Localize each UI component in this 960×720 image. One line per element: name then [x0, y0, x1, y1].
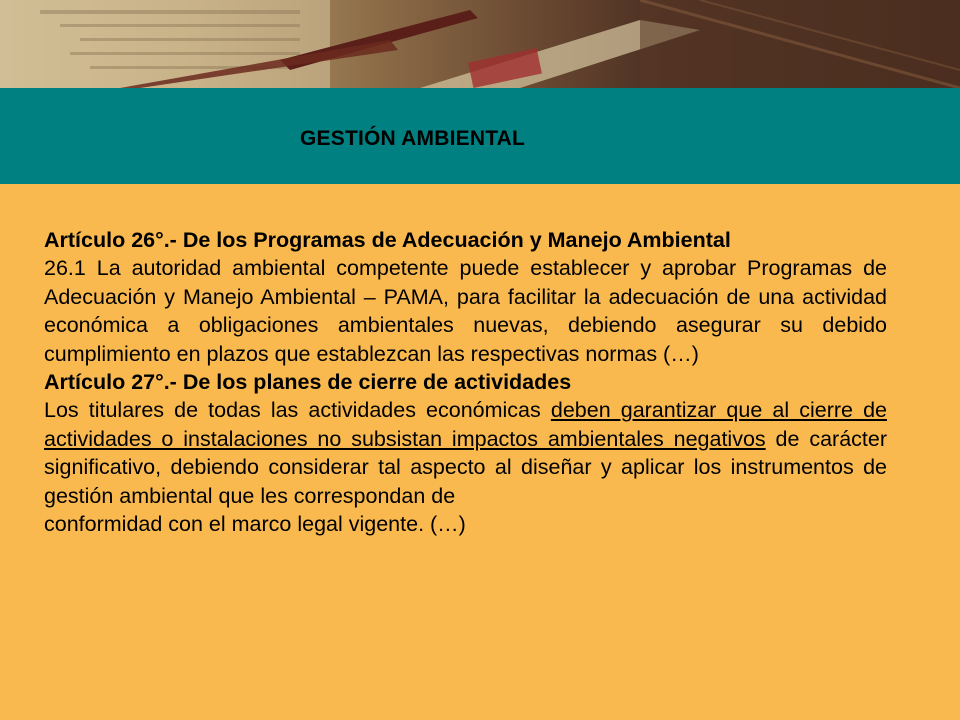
header-decoration — [0, 0, 960, 88]
page-title: GESTIÓN AMBIENTAL — [300, 127, 526, 150]
article-27-body-start: Los titulares de todas las actividades económicas — [44, 398, 551, 423]
article-26-body: 26.1 La autoridad ambiental competente puede establecer y aprobar Programas de Adecuación y Manejo Ambiental – PAMA, para facilitar la adecuación de una actividad económica a obligaciones ambientales nuevas, debiendo asegurar su debido cumplimiento en plazos que establezcan las respectivas normas (…) — [44, 256, 887, 366]
article-27-closing: conformidad con el marco legal vigente. (…) — [44, 512, 466, 537]
header-photo — [0, 0, 960, 88]
article-27-underlined: deben garantizar que al cierre de actividades o instalaciones no subsistan impactos ambientales negativos — [44, 398, 887, 451]
article-27-body — [44, 396, 887, 510]
article-content — [44, 226, 887, 538]
article-26-heading: Artículo 26°.- De los Programas de Adecuación y Manejo Ambiental — [44, 228, 731, 252]
article-27-heading: Artículo 27°.- De los planes de cierre de actividades — [44, 370, 572, 395]
article-27-body-end: de carácter significativo, debiendo considerar tal aspecto al diseñar y aplicar los instrumentos de gestión ambiental que les correspondan de — [44, 426, 887, 508]
